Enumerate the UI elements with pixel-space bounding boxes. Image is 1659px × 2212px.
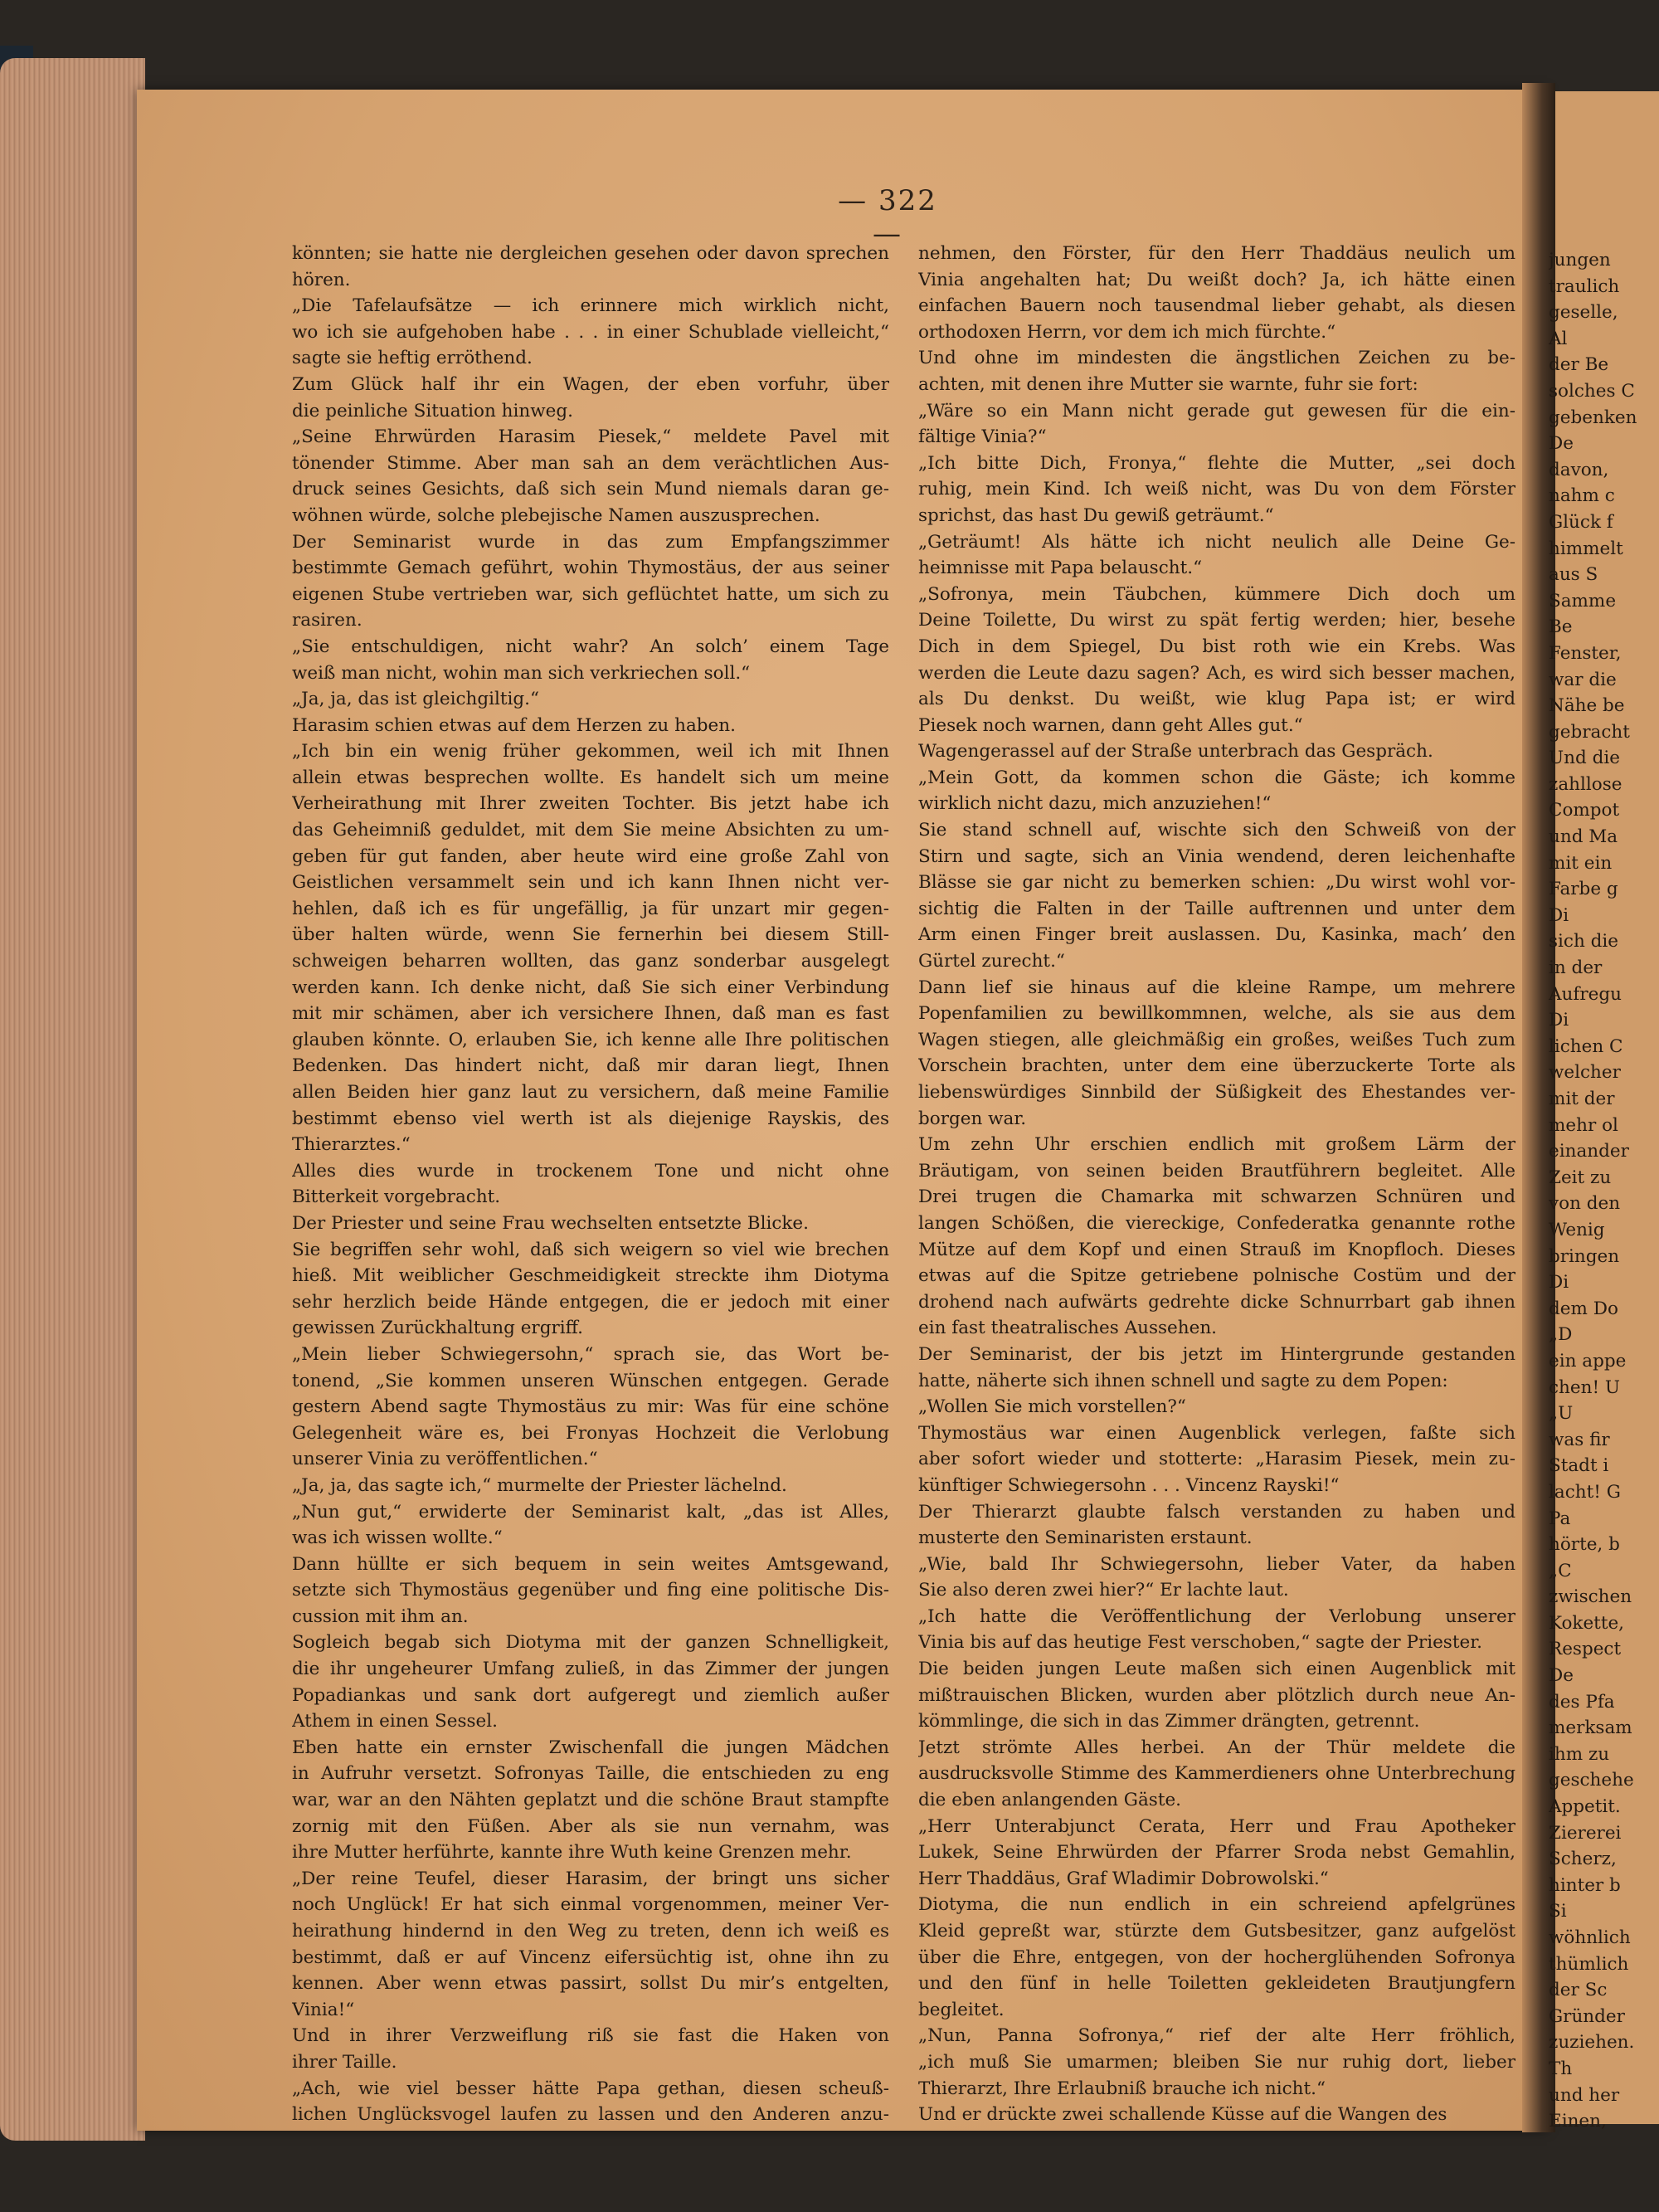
text-line: Der Thierarzt glaubte falsch verstanden zu haben und [918,1501,1515,1523]
text-line: sichtig die Falten in der Taille auftrennen und unter dem [918,898,1515,919]
text-line: die eben anlangenden Gäste. [918,1790,1182,1811]
text-line: in Aufruhr versetzt. Sofronyas Taille, die entschieden zu eng [292,1763,889,1785]
text-line: Wagengerassel auf der Straße unterbrach das Gespräch. [918,741,1433,763]
text-line: als Du denkst. Du weißt, wie klug Papa ist; er wird [918,689,1515,710]
text-line: was ich wissen wollte.“ [292,1527,503,1549]
facing-text-line: geschehe [1549,1770,1634,1791]
text-line: Sogleich begab sich Diotyma mit der ganzen Schnelligkeit, [292,1632,889,1654]
facing-text-line: hörte, b [1549,1534,1620,1556]
text-line: und den fünf in helle Toiletten gekleideten Brautjungfern [918,1973,1515,1995]
text-line: könnten; sie hatte nie dergleichen gesehen oder davon sprechen [292,243,889,264]
text-line: heirathung hindernd in den Weg zu treten, denn ich weiß es [292,1921,889,1942]
facing-text-line: welcher [1549,1062,1621,1084]
facing-text-line: jungen [1549,250,1611,270]
text-line: werden die Leute dazu sagen? Ach, es wird sich besser machen, [918,662,1515,684]
text-line: Der Priester und seine Frau wechselten entsetzte Blicke. [292,1212,809,1234]
text-line: künftiger Schwiegersohn . . . Vincenz Rayski!“ [918,1474,1340,1496]
facing-text-line: davon, [1549,459,1609,480]
facing-text-line: aus S [1549,564,1598,586]
facing-text-line: in der [1549,957,1603,979]
text-line: Eben hatte ein ernster Zwischenfall die jungen Mädchen [292,1737,889,1758]
facing-text-line: Al [1549,328,1568,349]
text-line: ihre Mutter herführte, kannte ihre Wuth keine Grenzen mehr. [292,1842,852,1864]
facing-text-line: Farbe g [1549,879,1618,900]
text-line: etwas auf die Spitze getriebene polnische Costüm und der [918,1265,1515,1287]
text-line: das Geheimniß geduldet, mit dem Sie meine Absichten zu um- [292,820,889,841]
text-line: Um zehn Uhr erschien endlich mit großem Lärm der [918,1134,1515,1156]
text-line: „Ja, ja, das ist gleichgiltig.“ [292,689,539,710]
text-line: lichen Unglücksvogel laufen zu lassen und den Anderen anzu- [292,2104,889,2126]
text-line: orthodoxen Herrn, vor dem ich mich fürchte.“ [918,321,1336,343]
text-line: Blässe sie gar nicht zu bemerken schien: „Du wirst wohl vor- [918,872,1515,894]
text-line: Bräutigam, von seinen beiden Brautführern begleitet. Alle [918,1160,1515,1182]
facing-page-text [1549,247,1659,2135]
facing-text-line: Di [1549,1272,1569,1294]
text-line: Die beiden jungen Leute maßen sich einen Augenblick mit [918,1659,1515,1680]
facing-text-line: De [1549,1665,1574,1687]
text-line: hatte, näherte sich ihnen schnell und sagte zu dem Popen: [918,1370,1448,1391]
text-line: „Herr Unterabjunct Cerata, Herr und Frau Apotheker [918,1815,1515,1837]
text-line: Der Seminarist, der bis jetzt im Hintergrunde gestanden [918,1343,1515,1365]
facing-text-line: dem Do [1549,1298,1618,1319]
text-line: sehr herzlich beide Hände entgegen, die er jedoch mit einer [292,1291,889,1313]
text-line: ruhig, mein Kind. Ich weiß nicht, was Du von dem Förster [918,479,1515,500]
text-line: „Nun gut,“ erwiderte der Seminarist kalt, „das ist Alles, [292,1501,889,1523]
facing-text-line: Aufregu [1549,983,1622,1005]
text-line: „ich muß Sie umarmen; bleiben Sie nur ruhig dort, lieber [918,2051,1515,2073]
facing-text-line: war die [1549,669,1617,690]
text-line: kennen. Aber wenn etwas passirt, sollst Du mir’s entgelten, [292,1973,889,1995]
text-line: Thymostäus war einen Augenblick verlegen, faßte sich [918,1422,1515,1444]
text-line: fältige Vinia?“ [918,426,1047,448]
facing-text-line: Th [1549,2058,1573,2079]
text-line: Dann hüllte er sich bequem in sein weites Amtsgewand, [292,1553,889,1575]
text-line: „Nun, Panna Sofronya,“ rief der alte Herr fröhlich, [918,2025,1515,2047]
facing-text-line: Di [1549,904,1569,926]
facing-text-line: Si [1549,1901,1567,1922]
text-line: unserer Vinia zu veröffentlichen.“ [292,1449,598,1470]
text-column-right [918,241,1515,2128]
text-line: noch Unglück! Er hat sich einmal vorgenommen, meiner Ver- [292,1894,889,1916]
facing-text-line: lichen C [1549,1035,1623,1057]
facing-text-line: De [1549,433,1574,455]
text-line: „Ich bin ein wenig früher gekommen, weil ich mit Ihnen [292,741,889,763]
text-line: Lukek, Seine Ehrwürden der Pfarrer Sroda nebst Gemahlin, [918,1842,1515,1864]
text-line: glauben könnte. O, erlauben Sie, ich kenne alle Ihre politischen [292,1029,889,1050]
facing-text-line: wöhnlich [1549,1927,1631,1948]
facing-text-line: himmelt [1549,538,1623,559]
facing-text-line: „C [1549,1560,1572,1581]
facing-text-line: Wenig [1549,1219,1605,1240]
text-line: wo ich sie aufgehoben habe . . . in einer Schublade vielleicht,“ [292,321,889,343]
facing-text-line: zuziehen. [1549,2032,1635,2054]
text-line: „Sie entschuldigen, nicht wahr? An solch’ einem Tage [292,636,889,657]
text-line: Drei trugen die Chamarka mit schwarzen Schnüren und [918,1186,1515,1208]
text-line: bestimmt ebenso viel werth ist als diejenige Rayskis, des [292,1108,889,1129]
facing-text-line: mit der [1549,1089,1615,1109]
facing-text-line: Respect [1549,1639,1622,1660]
text-line: zornig mit den Füßen. Aber als sie nun vernahm, was [292,1815,889,1837]
text-line: tönender Stimme. Aber man sah an dem verächtlichen Aus- [292,452,889,474]
facing-text-line: ihm zu [1549,1743,1610,1765]
facing-text-line: hinter b [1549,1874,1621,1896]
text-line: „Wollen Sie mich vorstellen?“ [918,1396,1186,1418]
text-line: Vorschein brachten, unter dem eine überzuckerte Torte als [918,1055,1515,1077]
facing-text-line: thümlich [1549,1953,1629,1975]
text-line: Gürtel zurecht.“ [918,951,1065,972]
facing-text-line: zahllose [1549,773,1623,795]
text-line: „Wie, bald Ihr Schwiegersohn, lieber Vater, da haben [918,1553,1515,1575]
text-line: „Der reine Teufel, dieser Harasim, der bringt uns sicher [292,1868,889,1889]
text-line: wöhnen würde, solche plebejische Namen auszusprechen. [292,504,820,526]
text-line: Sie begriffen sehr wohl, daß sich weigern so viel wie brechen [292,1239,889,1260]
facing-text-line: Compot [1549,800,1620,821]
facing-text-line: der Sc [1549,1980,1608,2001]
text-line: Popadiankas und sank dort aufgeregt und ziemlich außer [292,1684,889,1706]
text-line: ausdrucksvolle Stimme des Kammerdieners ohne Unterbrechung [918,1763,1515,1785]
text-line: kömmlinge, die sich in das Zimmer drängten, getrennt. [918,1711,1420,1732]
text-line: drohend nach aufwärts gedrehte dicke Schnurrbart gab ihnen [918,1291,1515,1313]
facing-text-line: von den [1549,1193,1621,1215]
text-line: Der Seminarist wurde in das zum Empfangszimmer [292,531,889,553]
text-line: „Seine Ehrwürden Harasim Piesek,“ meldete Pavel mit [292,426,889,448]
text-line: bestimmt, daß er auf Vincenz eifersüchtig ist, ohne ihn zu [292,1946,889,1968]
facing-text-line: Einen, [1549,2111,1607,2132]
text-line: Piesek noch warnen, dann geht Alles gut.“ [918,714,1303,736]
text-line: die ihr ungeheurer Umfang zuließ, in das Zimmer der jungen [292,1659,889,1680]
text-line: Wagen stiegen, alle gleichmäßig ein großes, weißes Tuch zum [918,1029,1515,1050]
text-line: Bitterkeit vorgebracht. [292,1186,501,1208]
text-line: ihrer Taille. [292,2051,397,2073]
text-line: schweigen beharren wollten, das ganz sonderbar ausgelegt [292,951,889,972]
text-line: gestern Abend sagte Thymostäus zu mir: Was für eine schöne [292,1396,889,1418]
text-line: eigenen Stube vertrieben war, sich geflüchtet hatte, um sich zu [292,583,889,605]
text-line: „Wäre so ein Mann nicht gerade gut gewesen für die ein- [918,400,1515,421]
facing-text-line: des Pfa [1549,1691,1615,1713]
text-line: werden kann. Ich denke nicht, daß Sie sich einer Verbindung [292,977,889,998]
text-line: sagte sie heftig erröthend. [292,348,533,369]
text-line: achten, mit denen ihre Mutter sie warnte, fuhr sie fort: [918,373,1418,395]
facing-text-line: geselle, [1549,302,1618,324]
facing-text-line: Und die [1549,748,1620,769]
text-line: Sie stand schnell auf, wischte sich den Schweiß von der [918,820,1515,841]
facing-text-line: Be [1549,616,1573,638]
facing-text-line: zwischen [1549,1586,1632,1608]
facing-text-line: gebenken [1549,407,1637,428]
text-line: Bedenken. Das hindert nicht, daß mir daran liegt, Ihnen [292,1055,889,1077]
text-line: war, war an den Nähten geplatzt und die schöne Braut stampfte [292,1790,889,1811]
facing-text-line: Scherz, [1549,1849,1617,1870]
text-line: einfachen Bauern noch tausendmal lieber gehabt, als diesen [918,295,1515,317]
text-line: mit mir schämen, aber ich versichere Ihnen, daß man es fast [292,1003,889,1025]
text-line: Jetzt strömte Alles herbei. An der Thür meldete die [918,1737,1515,1758]
facing-text-line: und Ma [1549,826,1618,848]
text-line: Und ohne im mindesten die ängstlichen Zeichen zu be- [918,348,1515,369]
text-line: über die Ehre, entgegen, von der hocherglühenden Sofronya [918,1946,1515,1968]
text-line: geben für gut fanden, aber heute wird eine große Zahl von [292,845,889,867]
facing-text-line: merksam [1549,1717,1632,1739]
facing-text-line: Pa [1549,1508,1571,1529]
facing-text-line: Appetit. [1549,1796,1621,1818]
facing-text-line: Nähe be [1549,695,1625,717]
text-line: druck seines Gesichts, daß sich sein Mund niemals daran ge- [292,479,889,500]
facing-text-line: „U [1549,1403,1574,1425]
text-line: Athem in einen Sessel. [292,1711,498,1732]
text-line: tonend, „Sie kommen unseren Wünschen entgegen. Gerade [292,1370,889,1391]
text-line: ein fast theatralisches Aussehen. [918,1318,1218,1339]
text-line: langen Schößen, die viereckige, Confederatka genannte rothe [918,1212,1515,1234]
facing-text-line: sich die [1549,931,1618,953]
text-line: Deine Toilette, Du wirst zu spät fertig werden; hier, besehe [918,610,1515,631]
text-line: Vinia angehalten hat; Du weißt doch? Ja, ich hätte einen [918,269,1515,290]
facing-text-line: solches C [1549,380,1635,402]
text-line: hehlen, daß ich es für ungefällig, ja für unzart mir gegen- [292,898,889,919]
text-line: Mütze auf dem Kopf und einen Strauß im Knopfloch. Dieses [918,1239,1515,1260]
facing-text-line: Stadt i [1549,1455,1609,1477]
text-line: rasiren. [292,610,362,631]
text-line: wirklich nicht dazu, mich anzuziehen!“ [918,793,1272,815]
text-line: allein etwas besprechen wollte. Es handelt sich um meine [292,767,889,788]
facing-text-line: was fir [1549,1429,1610,1450]
text-line: weiß man nicht, wohin man sich verkriechen soll.“ [292,662,751,684]
text-line: Sie also deren zwei hier?“ Er lachte laut. [918,1580,1289,1601]
text-line: „Ich hatte die Veröffentlichung der Verlobung unserer [918,1605,1515,1627]
text-line: allen Beiden hier ganz laut zu versichern, daß meine Familie [292,1082,889,1103]
text-line: Dann lief sie hinaus auf die kleine Rampe, um mehrere [918,977,1515,998]
text-line: „Mein lieber Schwiegersohn,“ sprach sie, das Wort be- [292,1343,889,1365]
facing-text-line: Ziererei [1549,1822,1622,1844]
text-line: Gelegenheit wäre es, bei Fronyas Hochzeit die Verlobung [292,1422,889,1444]
facing-text-line: gebracht [1549,721,1630,743]
text-line: Diotyma, die nun endlich in ein schreiend apfelgrünes [918,1894,1515,1916]
facing-text-line: mit ein [1549,852,1613,874]
text-line: Stirn und sagte, sich an Vinia wendend, deren leichenhafte [918,845,1515,867]
text-line: gewissen Zurückhaltung ergriff. [292,1318,583,1339]
text-line: Zum Glück half ihr ein Wagen, der eben vorfuhr, über [292,373,889,395]
text-line: Vinia!“ [292,1999,355,2020]
text-line: Popenfamilien zu bewillkommnen, welche, als sie aus dem [918,1003,1515,1025]
text-line: Thierarztes.“ [292,1134,411,1156]
facing-text-line: bringen [1549,1245,1620,1267]
facing-text-line: Gründer [1549,2005,1625,2027]
text-line: borgen war. [918,1108,1027,1129]
facing-text-line: Di [1549,1010,1569,1031]
text-line: „Ich bitte Dich, Fronya,“ flehte die Mutter, „sei doch [918,452,1515,474]
facing-text-line: chen! U [1549,1376,1621,1398]
text-line: hören. [292,269,351,290]
text-line: begleitet. [918,1999,1005,2020]
text-line: hieß. Mit weiblicher Geschmeidigkeit streckte ihm Diotyma [292,1265,889,1287]
facing-text-line: Zeit zu [1549,1167,1612,1188]
page-number: — 322 — [838,184,937,251]
text-line: Thierarzt, Ihre Erlaubniß brauche ich nicht.“ [918,2078,1326,2099]
text-line: Herr Thaddäus, Graf Wladimir Dobrowolski.“ [918,1868,1329,1889]
text-line: „Ja, ja, das sagte ich,“ murmelte der Priester lächelnd. [292,1474,787,1496]
facing-text-line: und her [1549,2084,1620,2106]
text-line: sprichst, das hast Du gewiß geträumt.“ [918,504,1274,526]
facing-text-line: lacht! G [1549,1481,1621,1503]
text-line: Arm einen Finger breit auslassen. Du, Kasinka, mach’ den [918,924,1515,946]
text-line: Dich in dem Spiegel, Du bist roth wie ein Krebs. Was [918,636,1515,657]
text-line: mißtrauischen Blicken, wurden aber plötzlich durch neue An- [918,1684,1515,1706]
text-line: cussion mit ihm an. [292,1605,469,1627]
text-line: „Mein Gott, da kommen schon die Gäste; ich komme [918,767,1515,788]
text-line: setzte sich Thymostäus gegenüber und fing eine politische Dis- [292,1580,889,1601]
facing-text-line: Fenster, [1549,642,1622,664]
facing-text-line: nahm c [1549,485,1615,507]
text-line: „Die Tafelaufsätze — ich erinnere mich wirklich nicht, [292,295,889,317]
text-line: Geistlichen versammelt sein und ich kann Ihnen nicht ver- [292,872,889,894]
text-line: Und in ihrer Verzweiflung riß sie fast die Haken von [292,2025,889,2047]
text-line: Kleid gepreßt war, stürzte dem Gutsbesitzer, ganz aufgelöst [918,1921,1515,1942]
text-line: musterte den Seminaristen erstaunt. [918,1527,1253,1549]
facing-text-line: Samme [1549,590,1617,611]
facing-text-line: einander [1549,1141,1629,1162]
text-line: „Ach, wie viel besser hätte Papa gethan, diesen scheuß- [292,2078,889,2099]
text-column-left [292,241,889,2128]
text-line: nehmen, den Förster, für den Herr Thaddäus neulich um [918,243,1515,264]
text-line: Verheirathung mit Ihrer zweiten Tochter. Bis jetzt habe ich [292,793,889,815]
facing-text-line: der Be [1549,354,1609,376]
facing-text-line: ein appe [1549,1350,1627,1372]
text-line: über halten würde, wenn Sie fernerhin bei diesem Still- [292,924,889,946]
text-line: Und er drückte zwei schallende Küsse auf die Wangen des [918,2104,1447,2126]
text-line: „Geträumt! Als hätte ich nicht neulich alle Deine Ge- [918,531,1515,553]
facing-text-line: traulich [1549,275,1620,297]
facing-text-line: mehr ol [1549,1114,1618,1136]
text-line: liebenswürdiges Sinnbild der Süßigkeit des Ehestandes ver- [918,1082,1515,1103]
facing-text-line: „D [1549,1324,1573,1346]
facing-text-line: Kokette, [1549,1612,1625,1634]
text-line: „Sofronya, mein Täubchen, kümmere Dich doch um [918,583,1515,605]
text-line: bestimmte Gemach geführt, wohin Thymostäus, der aus seiner [292,558,889,579]
text-line: aber sofort wieder und stotterte: „Harasim Piesek, mein zu- [918,1449,1515,1470]
text-line: heimnisse mit Papa belauscht.“ [918,558,1203,579]
text-line: Vinia bis auf das heutige Fest verschoben,“ sagte der Priester. [918,1632,1482,1654]
facing-text-line: Glück f [1549,511,1613,533]
book-page-edges [0,58,145,2141]
text-line: Harasim schien etwas auf dem Herzen zu haben. [292,714,736,736]
text-line: die peinliche Situation hinweg. [292,400,573,421]
text-line: Alles dies wurde in trockenem Tone und nicht ohne [292,1160,889,1182]
